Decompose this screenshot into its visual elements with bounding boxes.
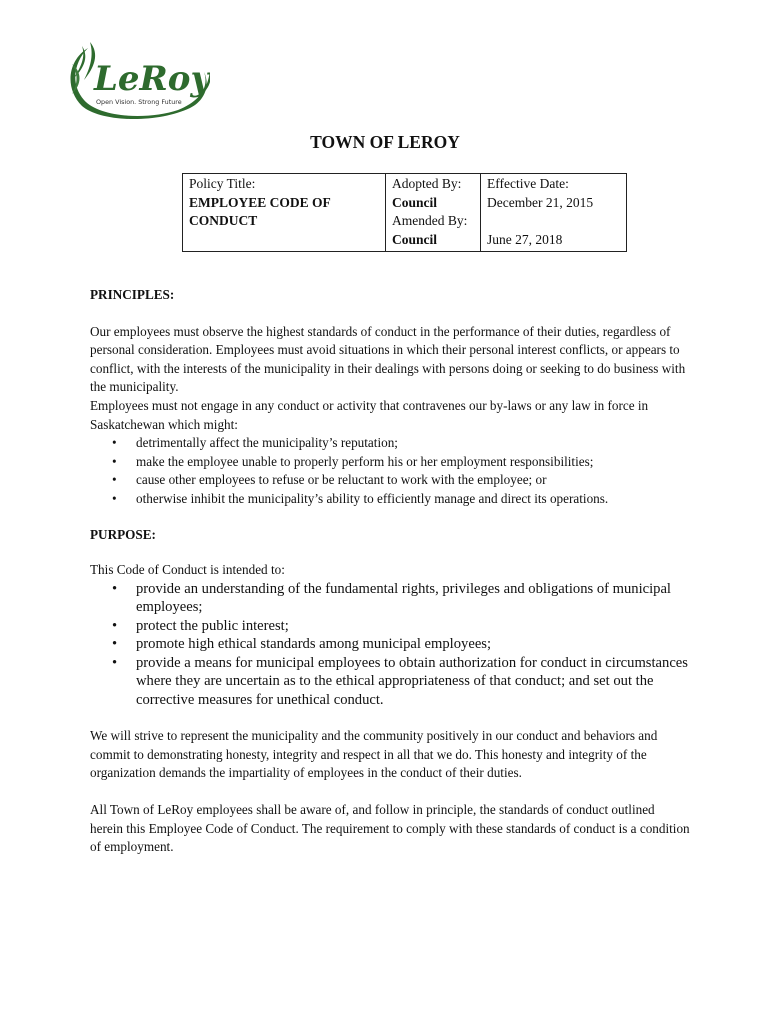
list-item: • detrimentally affect the municipality’s reputation; bbox=[90, 434, 690, 453]
list-item: • cause other employees to refuse or be reluctant to work with the employee; or bbox=[90, 471, 690, 490]
principles-paragraph-1: Our employees must observe the highest standards of conduct in the performance of their duties, regardless of personal consideration. Employees must avoid situations in which their personal interest conflicts, or appears to conflict, with the interests of the municipality in their dealings with persons doing or seeking to do business with the municipality. bbox=[90, 323, 686, 395]
policy-title-label: Policy Title: bbox=[189, 176, 256, 191]
purpose-paragraph-1: We will strive to represent the municipality and the community positively in our conduct and behaviors and commit to demonstrating honesty, integrity and respect in all that we do. This honesty and integrity of the organization demands the impartiality of employees in the conduct of their duties. bbox=[90, 728, 658, 781]
policy-title-cell bbox=[183, 174, 386, 252]
list-item: • otherwise inhibit the municipality’s ability to efficiently manage and direct its operations. bbox=[90, 490, 690, 509]
document-title: TOWN OF LEROY bbox=[310, 132, 460, 152]
list-item: • protect the public interest; bbox=[90, 617, 690, 636]
policy-title-line2: CONDUCT bbox=[189, 213, 258, 228]
document-body bbox=[90, 286, 690, 857]
adopted-by-value: Council bbox=[392, 194, 438, 210]
purpose-heading: PURPOSE: bbox=[90, 526, 156, 542]
adopted-by-label: Adopted By: bbox=[392, 176, 462, 191]
amended-by-label: Amended By: bbox=[392, 213, 468, 228]
principles-heading: PRINCIPLES: bbox=[90, 287, 175, 302]
list-item: • make the employee unable to properly perform his or her employment responsibilities; bbox=[90, 453, 690, 472]
logo-wordmark: LeRoy bbox=[94, 59, 210, 99]
effective-date-value: December 21, 2015 bbox=[487, 194, 594, 210]
leroy-logo-graphic bbox=[60, 38, 210, 122]
town-logo bbox=[60, 38, 210, 122]
purpose-intro: This Code of Conduct is intended to: bbox=[90, 562, 285, 578]
effective-date-label: Effective Date: bbox=[487, 176, 569, 191]
list-item: • promote high ethical standards among municipal employees; bbox=[90, 635, 690, 654]
effective-date-cell bbox=[481, 174, 627, 252]
policy-info-table bbox=[182, 173, 627, 252]
list-item: • provide an understanding of the fundamental rights, privileges and obligations of municipal employees; bbox=[90, 580, 690, 617]
purpose-paragraph-2: All Town of LeRoy employees shall be aware of, and follow in principle, the standards of conduct outlined herein this Employee Code of Conduct. The requirement to comply with these standards of conduct is a condition of employment. bbox=[90, 802, 690, 855]
policy-title-line1: EMPLOYEE CODE OF bbox=[189, 194, 331, 210]
purpose-bullet-list bbox=[90, 580, 690, 710]
logo-tagline: Open Vision. Strong Future bbox=[96, 98, 182, 106]
list-item: • provide a means for municipal employees to obtain authorization for conduct in circumstances where they are uncertain as to the ethical appropriateness of that conduct; and set out the corrective measures for unethical conduct. bbox=[90, 654, 690, 710]
principles-paragraph-2: Employees must not engage in any conduct or activity that contravenes our by-laws or any law in force in Saskatchewan which might: bbox=[90, 397, 649, 432]
amended-date-value: June 27, 2018 bbox=[487, 231, 563, 247]
principles-bullet-list bbox=[90, 434, 690, 508]
adopted-by-cell bbox=[386, 174, 481, 252]
amended-by-value: Council bbox=[392, 231, 438, 247]
